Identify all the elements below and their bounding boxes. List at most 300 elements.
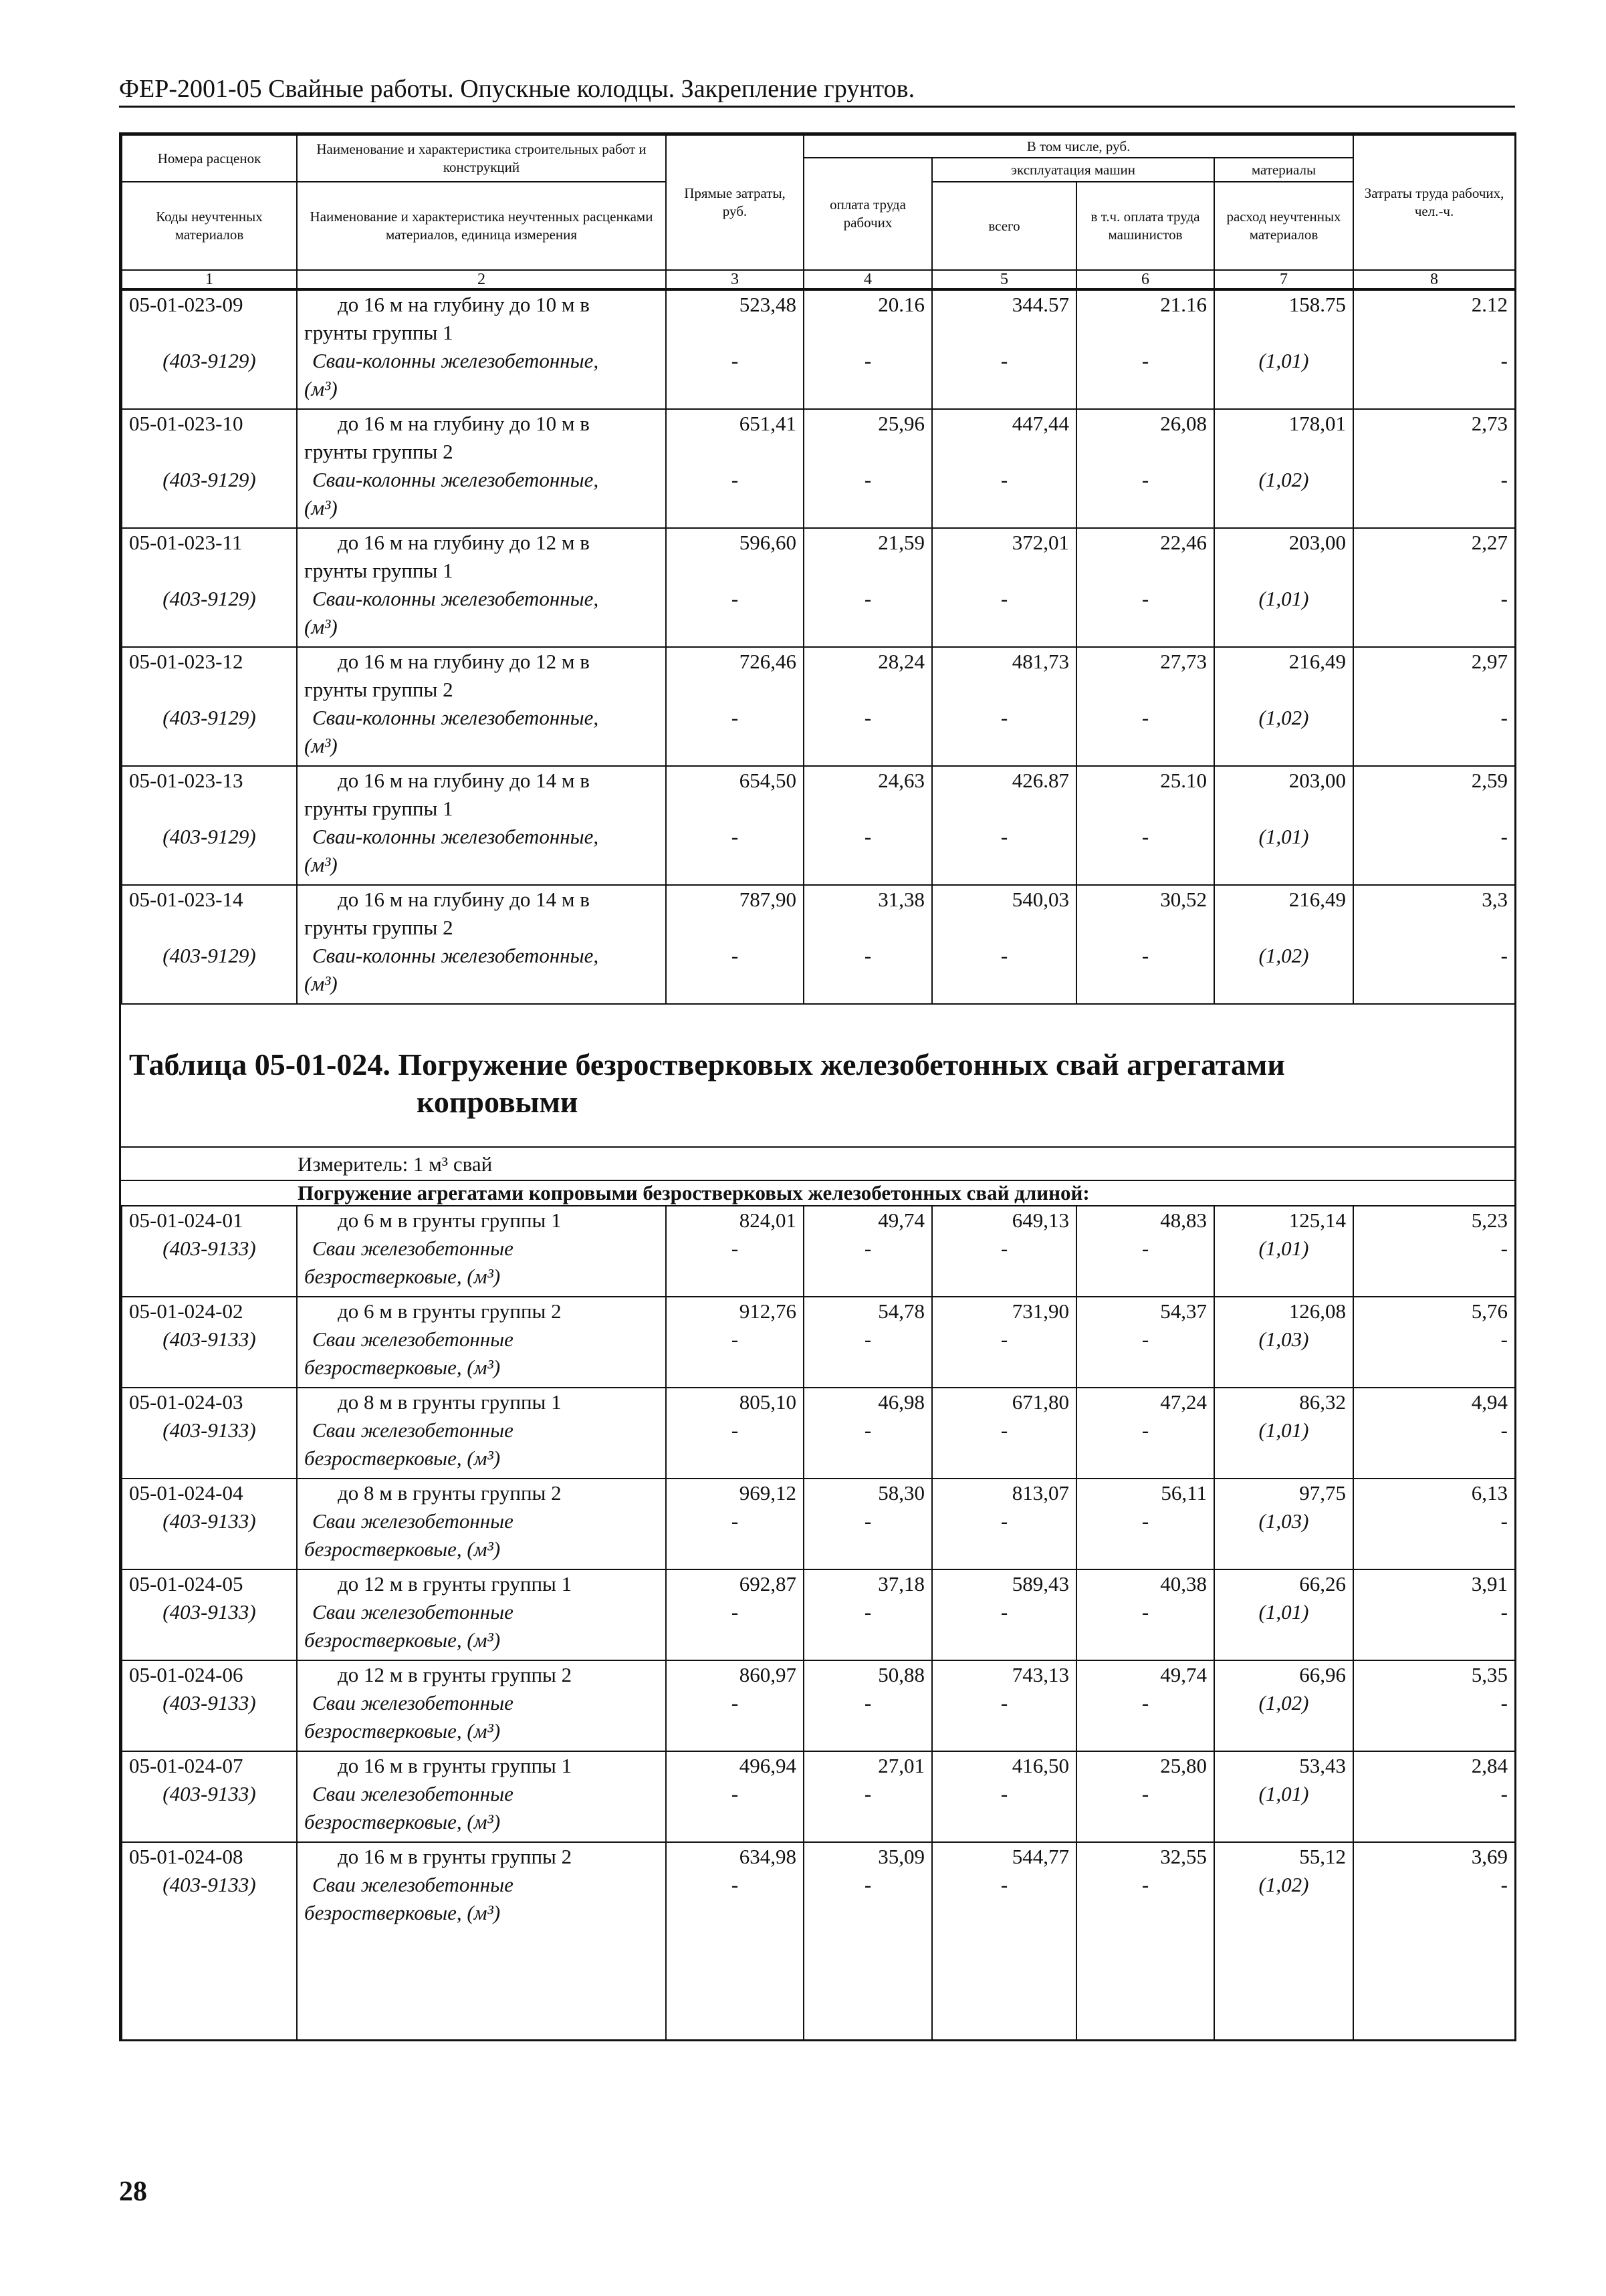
- dash-cell: -: [1353, 823, 1515, 885]
- dash-cell: -: [666, 942, 804, 1003]
- dash-cell: -: [932, 1416, 1076, 1479]
- col-header-machines-total: всего: [932, 182, 1076, 270]
- col-header-including: В том числе, руб.: [804, 135, 1353, 158]
- material-unit: безростверковые, (м³): [304, 1719, 501, 1743]
- material-unit: безростверковые, (м³): [304, 1628, 501, 1652]
- material-name: [297, 1871, 666, 1932]
- work-description: до 6 м в грунты группы 1: [297, 1206, 666, 1235]
- direct-costs: 912,76: [666, 1297, 804, 1325]
- table-row: [122, 1751, 1515, 1780]
- dash-cell: -: [932, 704, 1076, 766]
- work-description: до 8 м в грунты группы 1: [297, 1388, 666, 1416]
- dash-cell: -: [1353, 585, 1515, 647]
- direct-costs: 805,10: [666, 1388, 804, 1416]
- worker-pay: 27,01: [804, 1751, 932, 1780]
- dash-cell: -: [666, 1416, 804, 1479]
- dash-cell: -: [1076, 1325, 1214, 1388]
- material-code: (403-9133): [122, 1780, 297, 1842]
- document-table-frame: [119, 132, 1516, 2041]
- materials-cost: 97,75: [1214, 1479, 1353, 1507]
- worker-pay: 24,63: [804, 766, 932, 823]
- direct-costs: 496,94: [666, 1751, 804, 1780]
- rate-code: 05-01-024-08: [122, 1842, 297, 1871]
- table-row: [122, 1842, 1515, 1871]
- material-name-line1: Сваи железобетонные: [312, 1600, 513, 1624]
- work-description-line2: грунты группы 2: [304, 916, 453, 939]
- rate-code: 05-01-023-10: [122, 409, 297, 466]
- dash-cell: -: [804, 1598, 932, 1660]
- work-description-line1: до 16 м на глубину до 10 м в: [338, 412, 590, 435]
- operator-pay: 21.16: [1076, 290, 1214, 347]
- material-row: [122, 585, 1515, 647]
- dash-cell: -: [1353, 1235, 1515, 1297]
- dash-cell: -: [804, 466, 932, 528]
- material-unit: (м³): [304, 972, 338, 995]
- material-unit: (м³): [304, 377, 338, 400]
- dash-cell: -: [1076, 704, 1214, 766]
- dash-cell: -: [666, 347, 804, 409]
- material-quantity: (1,01): [1214, 823, 1353, 885]
- col-header-materials: материалы: [1214, 158, 1353, 182]
- work-description-line1: до 16 м на глубину до 12 м в: [338, 531, 590, 554]
- material-code: (403-9129): [122, 823, 297, 885]
- work-description-line2: грунты группы 1: [304, 321, 453, 344]
- labor-hours: 5,76: [1353, 1297, 1515, 1325]
- operator-pay: 54,37: [1076, 1297, 1214, 1325]
- material-quantity: (1,01): [1214, 347, 1353, 409]
- dash-cell: -: [1353, 1689, 1515, 1751]
- direct-costs: 523,48: [666, 290, 804, 347]
- rate-code: 05-01-023-13: [122, 766, 297, 823]
- table-row: [122, 647, 1515, 704]
- material-code: (403-9129): [122, 347, 297, 409]
- material-row: [122, 1325, 1515, 1388]
- col-header-material-usage: расход неучтенных материалов: [1214, 182, 1353, 270]
- worker-pay: 21,59: [804, 528, 932, 585]
- work-description-line2: грунты группы 2: [304, 440, 453, 463]
- col-number: 5: [932, 270, 1076, 289]
- direct-costs: 726,46: [666, 647, 804, 704]
- dash-cell: -: [1353, 1325, 1515, 1388]
- dash-cell: -: [1353, 704, 1515, 766]
- col-header-material-name: Наименование и характеристика неучтенных расценками материалов, единица измерения: [297, 182, 666, 270]
- material-quantity: (1,02): [1214, 466, 1353, 528]
- material-name: [297, 1598, 666, 1660]
- dash-cell: -: [1076, 347, 1214, 409]
- dash-cell: -: [666, 1689, 804, 1751]
- material-name-line1: Сваи-колонны железобетонные,: [312, 706, 599, 729]
- dash-cell: -: [932, 823, 1076, 885]
- labor-hours: 2,27: [1353, 528, 1515, 585]
- labor-hours: 3,3: [1353, 885, 1515, 942]
- table-row: [122, 290, 1515, 347]
- machines-total: 540,03: [932, 885, 1076, 942]
- operator-pay: 32,55: [1076, 1842, 1214, 1871]
- worker-pay: 49,74: [804, 1206, 932, 1235]
- material-code: (403-9129): [122, 704, 297, 766]
- work-description: до 12 м в грунты группы 2: [297, 1660, 666, 1689]
- work-description: [297, 409, 666, 466]
- material-name-line1: Сваи-колонны железобетонные,: [312, 825, 599, 848]
- operator-pay: 25.10: [1076, 766, 1214, 823]
- table-header: [121, 134, 1516, 289]
- material-unit: безростверковые, (м³): [304, 1537, 501, 1561]
- col-number: 6: [1076, 270, 1214, 289]
- work-description-line2: грунты группы 1: [304, 559, 453, 582]
- material-code: (403-9133): [122, 1507, 297, 1569]
- materials-cost: 66,96: [1214, 1660, 1353, 1689]
- operator-pay: 30,52: [1076, 885, 1214, 942]
- material-row: [122, 1871, 1515, 1932]
- material-name: [297, 942, 666, 1003]
- machines-total: 372,01: [932, 528, 1076, 585]
- rate-code: 05-01-023-09: [122, 290, 297, 347]
- table-measure: Измеритель: 1 м³ свай: [121, 1146, 1514, 1180]
- work-description: [297, 885, 666, 942]
- dash-cell: -: [1353, 942, 1515, 1003]
- material-name: [297, 466, 666, 528]
- worker-pay: 31,38: [804, 885, 932, 942]
- material-unit: (м³): [304, 853, 338, 876]
- dash-cell: -: [804, 823, 932, 885]
- material-name-line1: Сваи-колонны железобетонные,: [312, 944, 599, 967]
- labor-hours: 4,94: [1353, 1388, 1515, 1416]
- labor-hours: 2,73: [1353, 409, 1515, 466]
- dash-cell: -: [1076, 1689, 1214, 1751]
- direct-costs: 596,60: [666, 528, 804, 585]
- labor-hours: 2.12: [1353, 290, 1515, 347]
- material-name: [297, 585, 666, 647]
- material-name-line1: Сваи железобетонные: [312, 1873, 513, 1896]
- materials-cost: 55,12: [1214, 1842, 1353, 1871]
- operator-pay: 48,83: [1076, 1206, 1214, 1235]
- labor-hours: 2,59: [1353, 766, 1515, 823]
- work-description: [297, 290, 666, 347]
- material-quantity: (1,01): [1214, 1598, 1353, 1660]
- material-code: (403-9133): [122, 1416, 297, 1479]
- worker-pay: 46,98: [804, 1388, 932, 1416]
- dash-cell: -: [666, 1507, 804, 1569]
- work-description-line1: до 16 м на глубину до 14 м в: [338, 888, 590, 911]
- materials-cost: 158.75: [1214, 290, 1353, 347]
- dash-cell: -: [932, 1780, 1076, 1842]
- dash-cell: -: [804, 585, 932, 647]
- materials-cost: 66,26: [1214, 1569, 1353, 1598]
- dash-cell: -: [666, 704, 804, 766]
- work-description-line2: грунты группы 1: [304, 797, 453, 820]
- col-number: 8: [1353, 270, 1515, 289]
- material-unit: (м³): [304, 615, 338, 638]
- material-row: [122, 1235, 1515, 1297]
- dash-cell: -: [1076, 1507, 1214, 1569]
- material-unit: (м³): [304, 734, 338, 757]
- material-name-line1: Сваи-колонны железобетонные,: [312, 468, 599, 491]
- dash-cell: -: [1353, 1507, 1515, 1569]
- table-title-block: [121, 1003, 1514, 1146]
- worker-pay: 25,96: [804, 409, 932, 466]
- material-name: [297, 1325, 666, 1388]
- rate-code: 05-01-024-04: [122, 1479, 297, 1507]
- work-description-line1: до 16 м на глубину до 10 м в: [338, 293, 590, 316]
- operator-pay: 22,46: [1076, 528, 1214, 585]
- material-name-line1: Сваи железобетонные: [312, 1509, 513, 1533]
- worker-pay: 58,30: [804, 1479, 932, 1507]
- worker-pay: 50,88: [804, 1660, 932, 1689]
- material-row: [122, 823, 1515, 885]
- dash-cell: -: [932, 1325, 1076, 1388]
- direct-costs: 651,41: [666, 409, 804, 466]
- rate-code: 05-01-024-01: [122, 1206, 297, 1235]
- table-row: [122, 409, 1515, 466]
- labor-hours: 3,69: [1353, 1842, 1515, 1871]
- labor-hours: 5,35: [1353, 1660, 1515, 1689]
- material-unit: безростверковые, (м³): [304, 1356, 501, 1379]
- dash-cell: -: [932, 585, 1076, 647]
- table-title-line2: копровыми: [417, 1085, 578, 1119]
- dash-cell: -: [666, 1325, 804, 1388]
- empty-fill-row: [122, 1932, 1515, 2039]
- worker-pay: 37,18: [804, 1569, 932, 1598]
- dash-cell: -: [804, 1507, 932, 1569]
- dash-cell: -: [1353, 347, 1515, 409]
- dash-cell: -: [666, 1235, 804, 1297]
- table-row: [122, 528, 1515, 585]
- col-header-worker-pay: оплата труда рабочих: [804, 158, 932, 270]
- col-header-direct-costs: Прямые затраты, руб.: [666, 135, 804, 270]
- machines-total: 544,77: [932, 1842, 1076, 1871]
- dash-cell: -: [1076, 1235, 1214, 1297]
- direct-costs: 787,90: [666, 885, 804, 942]
- dash-cell: -: [932, 466, 1076, 528]
- operator-pay: 26,08: [1076, 409, 1214, 466]
- work-description: до 16 м в грунты группы 1: [297, 1751, 666, 1780]
- dash-cell: -: [932, 1235, 1076, 1297]
- dash-cell: -: [1076, 1871, 1214, 1932]
- material-name: [297, 1689, 666, 1751]
- dash-cell: -: [666, 1780, 804, 1842]
- machines-total: 671,80: [932, 1388, 1076, 1416]
- dash-cell: -: [666, 585, 804, 647]
- operator-pay: 40,38: [1076, 1569, 1214, 1598]
- materials-cost: 203,00: [1214, 766, 1353, 823]
- table-row: [122, 1660, 1515, 1689]
- material-quantity: (1,01): [1214, 585, 1353, 647]
- material-name-line1: Сваи железобетонные: [312, 1327, 513, 1351]
- table-row: [122, 1479, 1515, 1507]
- material-quantity: (1,02): [1214, 942, 1353, 1003]
- rate-code: 05-01-023-14: [122, 885, 297, 942]
- materials-cost: 125,14: [1214, 1206, 1353, 1235]
- table-row: [122, 1388, 1515, 1416]
- material-quantity: (1,03): [1214, 1325, 1353, 1388]
- dash-cell: -: [932, 942, 1076, 1003]
- material-quantity: (1,01): [1214, 1780, 1353, 1842]
- operator-pay: 27,73: [1076, 647, 1214, 704]
- dash-cell: -: [804, 942, 932, 1003]
- material-row: [122, 942, 1515, 1003]
- work-description: до 16 м в грунты группы 2: [297, 1842, 666, 1871]
- material-row: [122, 1598, 1515, 1660]
- material-name: [297, 1780, 666, 1842]
- material-name: [297, 347, 666, 409]
- work-description: [297, 647, 666, 704]
- rate-code: 05-01-024-06: [122, 1660, 297, 1689]
- work-description: [297, 766, 666, 823]
- material-quantity: (1,03): [1214, 1507, 1353, 1569]
- direct-costs: 634,98: [666, 1842, 804, 1871]
- material-quantity: (1,01): [1214, 1235, 1353, 1297]
- dash-cell: -: [1353, 466, 1515, 528]
- dash-cell: -: [1353, 1780, 1515, 1842]
- operator-pay: 47,24: [1076, 1388, 1214, 1416]
- col-header-labor-hours: Затраты труда рабочих, чел.-ч.: [1353, 135, 1515, 270]
- operator-pay: 49,74: [1076, 1660, 1214, 1689]
- table-row: [122, 766, 1515, 823]
- dash-cell: -: [804, 1235, 932, 1297]
- dash-cell: -: [932, 1507, 1076, 1569]
- rate-code: 05-01-023-12: [122, 647, 297, 704]
- dash-cell: -: [666, 823, 804, 885]
- page-number: 28: [119, 2176, 147, 2207]
- dash-cell: -: [932, 347, 1076, 409]
- dash-cell: -: [1353, 1598, 1515, 1660]
- material-name: [297, 1416, 666, 1479]
- labor-hours: 2,84: [1353, 1751, 1515, 1780]
- work-description: [297, 528, 666, 585]
- dash-cell: -: [804, 347, 932, 409]
- dash-cell: -: [804, 1780, 932, 1842]
- material-row: [122, 1416, 1515, 1479]
- table-row: [122, 1206, 1515, 1235]
- machines-total: 447,44: [932, 409, 1076, 466]
- dash-cell: -: [666, 1598, 804, 1660]
- work-description: до 8 м в грунты группы 2: [297, 1479, 666, 1507]
- dash-cell: -: [1353, 1416, 1515, 1479]
- machines-total: 743,13: [932, 1660, 1076, 1689]
- work-description: до 6 м в грунты группы 2: [297, 1297, 666, 1325]
- work-description-line1: до 16 м на глубину до 14 м в: [338, 769, 590, 792]
- material-code: (403-9129): [122, 466, 297, 528]
- table-title-line1: Таблица 05-01-024. Погружение безростверковых железобетонных свай агрегатами: [129, 1047, 1285, 1081]
- direct-costs: 969,12: [666, 1479, 804, 1507]
- worker-pay: 28,24: [804, 647, 932, 704]
- worker-pay: 35,09: [804, 1842, 932, 1871]
- material-name: [297, 823, 666, 885]
- machines-total: 731,90: [932, 1297, 1076, 1325]
- material-code: (403-9129): [122, 585, 297, 647]
- material-row: [122, 466, 1515, 528]
- dash-cell: -: [1076, 1598, 1214, 1660]
- material-name: [297, 704, 666, 766]
- table-title: [129, 1046, 1514, 1121]
- material-unit: (м³): [304, 496, 338, 519]
- operator-pay: 56,11: [1076, 1479, 1214, 1507]
- material-name-line1: Сваи-колонны железобетонные,: [312, 587, 599, 610]
- dash-cell: -: [804, 704, 932, 766]
- col-number: 2: [297, 270, 666, 289]
- material-name-line1: Сваи железобетонные: [312, 1237, 513, 1260]
- material-row: [122, 1507, 1515, 1569]
- rate-code: 05-01-024-05: [122, 1569, 297, 1598]
- machines-total: 416,50: [932, 1751, 1076, 1780]
- material-name-line1: Сваи железобетонные: [312, 1782, 513, 1805]
- work-description-line1: до 16 м на глубину до 12 м в: [338, 650, 590, 673]
- col-header-operator-pay: в т.ч. оплата труда машинистов: [1076, 182, 1214, 270]
- material-name-line1: Сваи железобетонные: [312, 1418, 513, 1442]
- material-unit: безростверковые, (м³): [304, 1810, 501, 1833]
- dash-cell: -: [932, 1871, 1076, 1932]
- material-row: [122, 704, 1515, 766]
- col-header-machines: эксплуатация машин: [932, 158, 1214, 182]
- material-code: (403-9133): [122, 1325, 297, 1388]
- worker-pay: 20.16: [804, 290, 932, 347]
- material-code: (403-9133): [122, 1235, 297, 1297]
- dash-cell: -: [1076, 1416, 1214, 1479]
- col-header-work-name: Наименование и характеристика строительных работ и конструкций: [297, 135, 666, 182]
- labor-hours: 3,91: [1353, 1569, 1515, 1598]
- material-name: [297, 1235, 666, 1297]
- direct-costs: 692,87: [666, 1569, 804, 1598]
- material-code: (403-9133): [122, 1598, 297, 1660]
- dash-cell: -: [666, 1871, 804, 1932]
- labor-hours: 6,13: [1353, 1479, 1515, 1507]
- dash-cell: -: [932, 1598, 1076, 1660]
- material-code: (403-9133): [122, 1689, 297, 1751]
- machines-total: 426.87: [932, 766, 1076, 823]
- materials-cost: 216,49: [1214, 885, 1353, 942]
- material-quantity: (1,02): [1214, 1871, 1353, 1932]
- dash-cell: -: [1076, 466, 1214, 528]
- dash-cell: -: [1076, 585, 1214, 647]
- table-row: [122, 1297, 1515, 1325]
- dash-cell: -: [666, 466, 804, 528]
- col-number: 3: [666, 270, 804, 289]
- material-name-line1: Сваи-колонны железобетонные,: [312, 349, 599, 372]
- dash-cell: -: [804, 1416, 932, 1479]
- machines-total: 481,73: [932, 647, 1076, 704]
- worker-pay: 54,78: [804, 1297, 932, 1325]
- materials-cost: 126,08: [1214, 1297, 1353, 1325]
- table-row: [122, 1569, 1515, 1598]
- table-05-01-023-rows: [121, 289, 1516, 1003]
- operator-pay: 25,80: [1076, 1751, 1214, 1780]
- machines-total: 344.57: [932, 290, 1076, 347]
- material-row: [122, 1689, 1515, 1751]
- machines-total: 589,43: [932, 1569, 1076, 1598]
- direct-costs: 860,97: [666, 1660, 804, 1689]
- material-row: [122, 347, 1515, 409]
- materials-cost: 86,32: [1214, 1388, 1353, 1416]
- material-unit: безростверковые, (м³): [304, 1446, 501, 1470]
- table-subheader: Погружение агрегатами копровыми безростверковых железобетонных свай длиной:: [121, 1180, 1514, 1205]
- table-row: [122, 885, 1515, 942]
- labor-hours: 5,23: [1353, 1206, 1515, 1235]
- rate-code: 05-01-023-11: [122, 528, 297, 585]
- machines-total: 649,13: [932, 1206, 1076, 1235]
- col-number: 1: [122, 270, 297, 289]
- direct-costs: 654,50: [666, 766, 804, 823]
- dash-cell: -: [1076, 942, 1214, 1003]
- material-name: [297, 1507, 666, 1569]
- dash-cell: -: [1353, 1871, 1515, 1932]
- rate-code: 05-01-024-02: [122, 1297, 297, 1325]
- material-quantity: (1,02): [1214, 1689, 1353, 1751]
- dash-cell: -: [1076, 823, 1214, 885]
- labor-hours: 2,97: [1353, 647, 1515, 704]
- col-header-rate-numbers: Номера расценок: [122, 135, 297, 182]
- machines-total: 813,07: [932, 1479, 1076, 1507]
- work-description: до 12 м в грунты группы 1: [297, 1569, 666, 1598]
